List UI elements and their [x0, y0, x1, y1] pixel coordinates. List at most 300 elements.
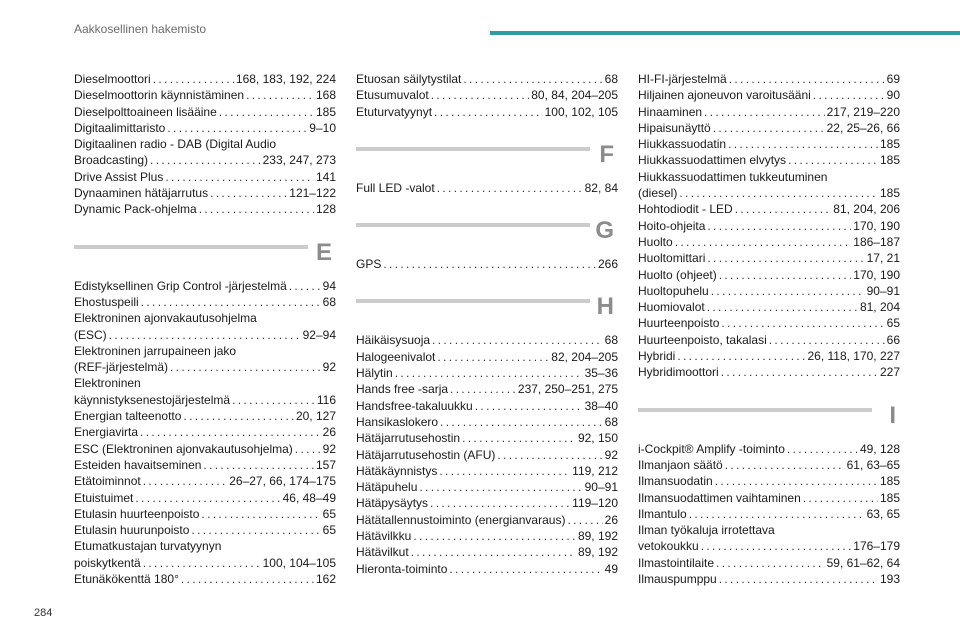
page-reference: 185: [879, 490, 900, 505]
section-rule: [356, 147, 590, 151]
index-entry: [74, 408, 336, 424]
page-reference: 186–187: [853, 234, 900, 249]
index-term: Hätävilkut: [356, 545, 409, 560]
index-term: Digitaalinen radio - DAB (Digital Audio: [74, 137, 277, 152]
index-entry: [638, 104, 900, 120]
page-reference: 170, 190: [853, 218, 900, 233]
dot-leader: [721, 315, 884, 331]
page-reference: 69: [886, 72, 900, 86]
index-column-3: [638, 71, 900, 587]
dot-leader: [141, 294, 321, 310]
index-entry: [638, 441, 900, 457]
index-term: Ehostuspeili: [74, 294, 139, 309]
dot-leader: [289, 278, 321, 294]
dot-leader: [219, 104, 314, 120]
page-reference: 89, 192: [577, 529, 618, 544]
index-term: Etuistuimet: [74, 490, 134, 505]
entry-list: [638, 71, 900, 381]
index-entry: [74, 538, 336, 554]
index-term: Etulasin huurunpoisto: [74, 523, 190, 538]
page-reference: 65: [886, 316, 900, 331]
entry-list: [356, 180, 618, 196]
index-entry: [638, 473, 900, 489]
index-entry: [74, 185, 336, 201]
section-letter: I: [889, 401, 896, 429]
index-entry: [638, 201, 900, 217]
page-reference: 141: [315, 169, 336, 184]
index-entry: [638, 555, 900, 571]
dot-leader: [434, 104, 543, 120]
index-term: Huoltopuhelu: [638, 283, 709, 298]
page-reference: 80, 84, 204–205: [531, 88, 618, 103]
index-term: Hätäkäynnistys: [356, 463, 438, 478]
index-entry: [638, 71, 900, 87]
dot-leader: [201, 506, 320, 522]
page-reference: 217, 219–220: [826, 104, 900, 119]
index-entry: [74, 457, 336, 473]
page-reference: 92: [322, 360, 336, 375]
index-term: Energiavirta: [74, 425, 139, 440]
index-entry: [74, 473, 336, 489]
index-term: Edistyksellinen Grip Control -järjestelmä: [74, 278, 287, 293]
index-entry: [74, 343, 336, 359]
dot-leader: [440, 414, 603, 430]
dot-leader: [803, 490, 878, 506]
index-entry: [638, 267, 900, 283]
page-reference: 63, 65: [866, 506, 900, 521]
index-entry: [74, 169, 336, 185]
index-entry: [356, 479, 618, 495]
dot-leader: [679, 185, 878, 201]
index-term: Huomiovalot: [638, 300, 705, 315]
dot-leader: [439, 463, 570, 479]
page-reference: 162: [315, 572, 336, 587]
index-term: ESC (Elektroninen ajonvakautusohjelma): [74, 441, 293, 456]
section-heading-g: [356, 196, 618, 256]
page-reference: 227: [879, 365, 900, 380]
index-term: poiskytkentä: [74, 555, 141, 570]
dot-leader: [437, 349, 549, 365]
index-term: Elektroninen ajonvakautusohjelma: [74, 311, 257, 326]
index-entry: [638, 506, 900, 522]
index-term: Drive Assist Plus: [74, 169, 164, 184]
page-reference: 82, 204–205: [551, 349, 618, 364]
dot-leader: [715, 473, 878, 489]
section-letter: G: [595, 217, 614, 245]
index-entry: [638, 490, 900, 506]
index-term: Elektroninen: [74, 376, 141, 391]
index-entry: [638, 522, 900, 538]
entry-list: [356, 71, 618, 120]
page-reference: 81, 204, 206: [833, 202, 900, 217]
page-reference: 185: [879, 137, 900, 152]
index-term: Hätäjarrutusehostin: [356, 431, 461, 446]
dot-leader: [728, 136, 878, 152]
index-entry: [638, 87, 900, 103]
dot-leader: [716, 555, 825, 571]
page-reference: 26: [604, 512, 618, 527]
index-entry: [74, 87, 336, 103]
header-accent-bar: [490, 31, 960, 35]
index-entry: [356, 180, 618, 196]
index-entry: [356, 544, 618, 560]
dot-leader: [721, 364, 878, 380]
index-term: Broadcasting): [74, 153, 149, 168]
page-reference: 176–179: [853, 539, 900, 554]
index-entry: [356, 256, 618, 272]
entry-list: [74, 278, 336, 588]
dot-leader: [246, 87, 314, 103]
index-entry: [638, 185, 900, 201]
page-reference: 22, 25–26, 66: [826, 120, 900, 135]
index-term: Ilmanjaon säätö: [638, 457, 723, 472]
dot-leader: [711, 283, 865, 299]
index-entry: [356, 87, 618, 103]
index-term: Etätoiminnot: [74, 474, 141, 489]
index-term: Hiukkassuodatin: [638, 137, 727, 152]
page-reference: 81, 204: [859, 300, 900, 315]
index-term: Hätäpysäytys: [356, 496, 429, 511]
entry-list: [356, 332, 618, 576]
page-reference: 49: [604, 561, 618, 576]
page-reference: 92: [604, 447, 618, 462]
dot-leader: [430, 495, 570, 511]
index-term: Hätätallennustoiminto (energianvaraus): [356, 512, 566, 527]
index-entry: [638, 315, 900, 331]
index-entry: [356, 365, 618, 381]
index-entry: [74, 201, 336, 217]
index-column-1: [74, 71, 336, 587]
dot-leader: [769, 332, 885, 348]
section-heading-h: [356, 272, 618, 332]
dot-leader: [183, 408, 294, 424]
index-term: HI-FI-järjestelmä: [638, 72, 727, 86]
index-term: Huoltomittari: [638, 251, 706, 266]
page-reference: 119–120: [572, 496, 618, 511]
index-term: Hätävilkku: [356, 529, 412, 544]
index-term: Hohtodiodit - LED: [638, 202, 733, 217]
index-entry: [638, 571, 900, 587]
page-reference: 92–94: [302, 327, 336, 342]
index-term: Hätäpuhelu: [356, 480, 418, 495]
index-term: Hansikaslokero: [356, 414, 439, 429]
index-entry: [638, 332, 900, 348]
dot-leader: [704, 104, 825, 120]
dot-leader: [701, 538, 852, 554]
dot-leader: [199, 201, 314, 217]
index-entry: [356, 561, 618, 577]
index-term: Hands free -sarja: [356, 382, 449, 397]
index-entry: [638, 538, 900, 554]
index-entry: [74, 424, 336, 440]
index-term: Dieselmoottori: [74, 72, 151, 86]
index-term: käynnistyksenestojärjestelmä: [74, 392, 231, 407]
dot-leader: [153, 71, 234, 87]
dot-leader: [413, 528, 576, 544]
dot-leader: [437, 180, 583, 196]
dot-leader: [677, 348, 805, 364]
page-reference: 68: [604, 333, 618, 348]
dot-leader: [165, 169, 314, 185]
index-entry: [356, 414, 618, 430]
dot-leader: [143, 555, 261, 571]
index-entry: [74, 104, 336, 120]
index-term: Hiljainen ajoneuvon varoitusääni: [638, 88, 811, 103]
page-reference: 9–10: [309, 120, 336, 135]
section-letter: H: [596, 293, 614, 321]
page-reference: 185: [879, 474, 900, 489]
page-reference: 89, 192: [577, 545, 618, 560]
page-reference: 92: [322, 441, 336, 456]
index-entry: [638, 234, 900, 250]
index-entry: [638, 299, 900, 315]
dot-leader: [150, 152, 261, 168]
dot-leader: [449, 561, 602, 577]
dot-leader: [295, 441, 321, 457]
index-term: i-Cockpit® Amplify -toiminto: [638, 441, 785, 456]
page-reference: 121–122: [289, 186, 336, 201]
dot-leader: [567, 512, 602, 528]
dot-leader: [713, 120, 825, 136]
index-entry: [356, 381, 618, 397]
page-reference: 68: [604, 414, 618, 429]
index-term: Esteiden havaitseminen: [74, 457, 202, 472]
index-entry: [356, 349, 618, 365]
index-entry: [74, 120, 336, 136]
page-reference: 128: [315, 202, 336, 217]
index-term: (REF-järjestelmä): [74, 360, 169, 375]
dot-leader: [689, 506, 865, 522]
index-entry: [356, 512, 618, 528]
section-rule: [356, 299, 590, 303]
index-entry: [74, 152, 336, 168]
page-reference: 59, 61–62, 64: [826, 555, 900, 570]
dot-leader: [203, 457, 314, 473]
index-entry: [356, 398, 618, 414]
dot-leader: [143, 473, 228, 489]
index-term: Dynamic Pack-ohjelma: [74, 202, 197, 217]
page-reference: 90–91: [584, 480, 618, 495]
index-term: Hipaisunäyttö: [638, 120, 711, 135]
index-entry: [74, 375, 336, 391]
index-term: Dieselpolttoaineen lisääine: [74, 104, 217, 119]
index-term: Etumatkustajan turvatyynyn: [74, 539, 222, 554]
dot-leader: [232, 392, 315, 408]
section-letter: F: [599, 140, 614, 168]
index-term: Handsfree-takaluukku: [356, 398, 473, 413]
dot-leader: [475, 398, 583, 414]
index-entry: [356, 447, 618, 463]
entry-list: [74, 71, 336, 218]
index-entry: [638, 283, 900, 299]
index-term: Huolto: [638, 234, 673, 249]
dot-leader: [729, 71, 885, 87]
dot-leader: [109, 327, 301, 343]
page-reference: 68: [322, 294, 336, 309]
dot-leader: [735, 201, 832, 217]
page-reference: 82, 84: [584, 180, 618, 195]
page-reference: 185: [879, 186, 900, 201]
page-reference: 185: [879, 153, 900, 168]
index-term: Huolto (ohjeet): [638, 267, 717, 282]
page-number: 284: [34, 607, 53, 619]
dot-leader: [787, 441, 858, 457]
index-entry: [638, 218, 900, 234]
dot-leader: [411, 544, 576, 560]
page-reference: 100, 104–105: [262, 555, 336, 570]
index-term: Hälytin: [356, 366, 393, 381]
index-term: (diesel): [638, 186, 678, 201]
index-entry: [74, 327, 336, 343]
index-term: Halogeenivalot: [356, 349, 436, 364]
dot-leader: [395, 365, 583, 381]
index-entry: [356, 104, 618, 120]
page-reference: 233, 247, 273: [262, 153, 336, 168]
page-reference: 92, 150: [577, 431, 618, 446]
page-reference: 46, 48–49: [282, 490, 336, 505]
index-term: Etuosan säilytystilat: [356, 72, 462, 86]
index-term: Dieselmoottorin käynnistäminen: [74, 88, 245, 103]
index-term: (ESC): [74, 327, 107, 342]
index-term: Etusumuvalot: [356, 88, 429, 103]
index-entry: [74, 359, 336, 375]
index-entry: [74, 506, 336, 522]
index-term: Etuturvatyynyt: [356, 104, 433, 119]
page-reference: 119, 212: [572, 463, 618, 478]
page-reference: 26: [322, 425, 336, 440]
index-term: Energian talteenotto: [74, 409, 182, 424]
page-reference: 68: [604, 72, 618, 86]
index-term: Hybridi: [638, 349, 676, 364]
section-heading-f: [356, 120, 618, 180]
index-entry: [638, 364, 900, 380]
page-header-title: Aakkosellinen hakemisto: [74, 22, 207, 36]
dot-leader: [140, 424, 321, 440]
page-reference: 185: [315, 104, 336, 119]
dot-leader: [135, 490, 280, 506]
index-entry: [356, 495, 618, 511]
page-reference: 65: [322, 506, 336, 521]
page-reference: 61, 63–65: [846, 457, 900, 472]
page-reference: 38–40: [584, 398, 618, 413]
index-term: GPS: [356, 257, 382, 272]
dot-leader: [707, 250, 864, 266]
index-entry: [74, 555, 336, 571]
page-reference: 168, 183, 192, 224: [235, 72, 336, 86]
index-term: Etunäkökenttä 180°: [74, 572, 179, 587]
page-reference: 49, 128: [859, 441, 900, 456]
page-reference: 193: [879, 572, 900, 587]
page-reference: 168: [315, 88, 336, 103]
index-entry: [638, 152, 900, 168]
dot-leader: [210, 185, 287, 201]
index-term: Ilmastointilaite: [638, 555, 715, 570]
index-term: Hybridimoottori: [638, 365, 719, 380]
page-reference: 100, 102, 105: [544, 104, 618, 119]
dot-leader: [450, 381, 516, 397]
index-entry: [74, 490, 336, 506]
page-reference: 26, 118, 170, 227: [807, 349, 900, 364]
index-entry: [74, 278, 336, 294]
index-entry: [74, 294, 336, 310]
index-entry: [638, 457, 900, 473]
section-heading-e: [74, 218, 336, 278]
index-term: Häikäisysuoja: [356, 333, 431, 348]
index-term: Ilmansuodatin: [638, 474, 713, 489]
index-term: Hiukkassuodattimen tukkeutuminen: [638, 169, 828, 184]
index-term: Hieronta-toiminto: [356, 561, 448, 576]
page-reference: 237, 250–251, 275: [517, 382, 618, 397]
index-term: vetokoukku: [638, 539, 699, 554]
page-reference: 94: [322, 278, 336, 293]
index-term: Ilmantulo: [638, 506, 687, 521]
index-entry: [74, 441, 336, 457]
page-reference: 90: [886, 88, 900, 103]
dot-leader: [419, 479, 582, 495]
index-entry: [638, 348, 900, 364]
dot-leader: [725, 457, 845, 473]
index-entry: [356, 463, 618, 479]
index-term: Huurteenpoisto: [638, 316, 720, 331]
index-entry: [74, 392, 336, 408]
section-letter: E: [315, 238, 332, 266]
index-entry: [356, 332, 618, 348]
index-entry: [638, 120, 900, 136]
dot-leader: [167, 120, 307, 136]
index-term: Hinaaminen: [638, 104, 703, 119]
dot-leader: [181, 571, 314, 587]
index-entry: [74, 310, 336, 326]
entry-list: [638, 441, 900, 588]
index-entry: [74, 522, 336, 538]
page-reference: 66: [886, 332, 900, 347]
index-entry: [74, 571, 336, 587]
index-term: Etulasin huurteenpoisto: [74, 506, 200, 521]
index-term: Ilmauspumppu: [638, 572, 717, 587]
index-entry: [74, 71, 336, 87]
dot-leader: [707, 218, 851, 234]
index-column-2: [356, 71, 618, 577]
page-reference: 170, 190: [853, 267, 900, 282]
index-entry: [638, 136, 900, 152]
index-term: Hoito-ohjeita: [638, 218, 706, 233]
dot-leader: [462, 430, 576, 446]
page-reference: 26–27, 66, 174–175: [229, 474, 336, 489]
dot-leader: [707, 299, 858, 315]
dot-leader: [675, 234, 852, 250]
page-reference: 266: [597, 257, 618, 272]
index-term: Hiukkassuodattimen elvytys: [638, 153, 787, 168]
entry-list: [356, 256, 618, 272]
dot-leader: [813, 87, 885, 103]
page-reference: 35–36: [584, 366, 618, 381]
index-entry: [638, 169, 900, 185]
page-reference: 116: [316, 392, 336, 407]
dot-leader: [170, 359, 321, 375]
section-rule: [356, 223, 590, 227]
page-reference: 65: [322, 523, 336, 538]
dot-leader: [431, 87, 530, 103]
section-heading-i: [638, 381, 900, 441]
index-entry: [356, 430, 618, 446]
index-term: Ilmansuodattimen vaihtaminen: [638, 490, 801, 505]
index-entry: [638, 250, 900, 266]
dot-leader: [383, 256, 596, 272]
page-reference: 17, 21: [866, 251, 900, 266]
section-rule: [638, 408, 872, 412]
page-reference: 90–91: [866, 283, 900, 298]
page-reference: 157: [315, 457, 336, 472]
